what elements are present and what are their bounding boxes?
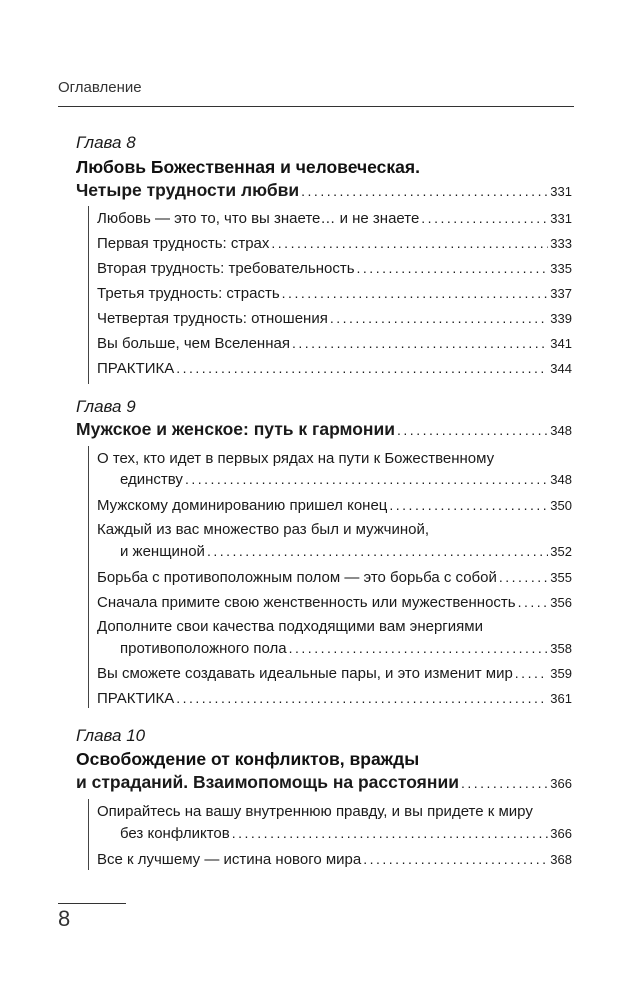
toc-entry-text: Вы сможете создавать идеальные пары, и это изменит мир xyxy=(97,665,513,682)
toc-entry[interactable] xyxy=(120,825,572,842)
toc-entry-text: ПРАКТИКА xyxy=(97,690,175,707)
toc-entry-page: 355 xyxy=(550,570,572,585)
chapter-10-title-entry[interactable] xyxy=(76,772,572,793)
toc-entry-page: 348 xyxy=(550,472,572,487)
toc-entry-line1: Каждый из вас множество раз был и мужчиной, xyxy=(97,521,430,538)
toc-entry-page: 358 xyxy=(550,641,572,656)
chapter-8-section-bar xyxy=(88,206,89,384)
footer-rule xyxy=(58,903,126,904)
dot-leader xyxy=(185,471,548,487)
toc-entry-text: Вторая трудность: требовательность xyxy=(97,260,355,277)
toc-entry-page: 337 xyxy=(550,286,572,301)
toc-entry-text: Борьба с противоположным полом — это борьба с собой xyxy=(97,569,497,586)
chapter-8-title-line1: Любовь Божественная и человеческая. xyxy=(76,157,420,177)
chapter-10-label: Глава 10 xyxy=(76,726,146,745)
toc-entry[interactable] xyxy=(97,310,572,327)
dot-leader xyxy=(282,285,549,301)
toc-entry-page: 350 xyxy=(550,498,572,513)
toc-entry[interactable] xyxy=(120,543,572,560)
dot-leader xyxy=(330,310,548,326)
toc-entry-text: Все к лучшему — истина нового мира xyxy=(97,851,362,868)
dot-leader xyxy=(357,260,549,276)
chapter-9-title: Мужское и женское: путь к гармонии xyxy=(76,419,396,439)
dot-leader xyxy=(176,360,548,376)
toc-entry-line1: О тех, кто идет в первых рядах на пути к Божественному xyxy=(97,450,495,467)
toc-entry-text: Третья трудность: страсть xyxy=(97,285,280,302)
chapter-9-label: Глава 9 xyxy=(76,397,136,416)
chapter-10-section-bar xyxy=(88,799,89,870)
toc-entry-page: 344 xyxy=(550,361,572,376)
dot-leader xyxy=(207,543,548,559)
toc-entry[interactable] xyxy=(97,335,572,352)
toc-entry[interactable] xyxy=(97,665,572,682)
toc-entry[interactable] xyxy=(120,471,572,488)
toc-entry-text: единству xyxy=(120,471,183,488)
toc-entry-page: 331 xyxy=(550,211,572,226)
page-number: 8 xyxy=(58,906,71,931)
chapter-10-title-line1: Освобождение от конфликтов, вражды xyxy=(76,749,420,769)
toc-entry-page: 335 xyxy=(550,261,572,276)
chapter-10-page: 366 xyxy=(550,776,572,791)
dot-leader xyxy=(271,235,548,251)
toc-entry-page: 356 xyxy=(550,595,572,610)
dot-leader xyxy=(499,569,548,585)
toc-entry-practice[interactable] xyxy=(97,360,572,377)
dot-leader xyxy=(518,594,549,610)
toc-entry[interactable] xyxy=(97,851,572,868)
toc-entry-page: 368 xyxy=(550,852,572,867)
chapter-9-title-entry[interactable] xyxy=(76,419,572,440)
toc-entry-page: 352 xyxy=(550,544,572,559)
dot-leader xyxy=(461,775,548,791)
chapter-8-title-line2: Четыре трудности любви xyxy=(76,180,300,200)
toc-entry-text: Сначала примите свою женственность или мужественность xyxy=(97,594,516,611)
toc-entry-text: без конфликтов xyxy=(120,825,230,842)
toc-entry[interactable] xyxy=(97,497,572,514)
toc-entry[interactable] xyxy=(97,285,572,302)
toc-entry[interactable] xyxy=(120,640,572,657)
toc-entry-text: Четвертая трудность: отношения xyxy=(97,310,328,327)
toc-entry[interactable] xyxy=(97,235,572,252)
toc-entry-text: Первая трудность: страх xyxy=(97,235,270,252)
dot-leader xyxy=(232,825,549,841)
dot-leader xyxy=(397,422,548,438)
chapter-9-section-bar xyxy=(88,446,89,708)
dot-leader xyxy=(389,497,548,513)
chapter-8-title-entry[interactable] xyxy=(76,180,572,201)
chapter-10-title-line2: и страданий. Взаимопомощь на расстоянии xyxy=(76,772,459,792)
chapter-8-page: 331 xyxy=(550,184,572,199)
toc-entry-page: 333 xyxy=(550,236,572,251)
toc-entry-page: 359 xyxy=(550,666,572,681)
toc-entry[interactable] xyxy=(97,260,572,277)
dot-leader xyxy=(363,851,548,867)
toc-entry[interactable] xyxy=(97,594,572,611)
dot-leader xyxy=(515,665,549,681)
dot-leader xyxy=(292,335,548,351)
toc-entry-page: 366 xyxy=(550,826,572,841)
toc-entry-page: 361 xyxy=(550,691,572,706)
dot-leader xyxy=(176,690,548,706)
header-rule xyxy=(58,106,574,107)
dot-leader xyxy=(301,183,548,199)
toc-entry[interactable] xyxy=(97,569,572,586)
toc-entry-text: Любовь — это то, что вы знаете… и не знаете xyxy=(97,210,420,227)
chapter-9-page: 348 xyxy=(550,423,572,438)
dot-leader xyxy=(289,640,549,656)
chapter-8-label: Глава 8 xyxy=(76,133,136,152)
toc-entry-text: противоположного пола xyxy=(120,640,287,657)
toc-entry-page: 341 xyxy=(550,336,572,351)
dot-leader xyxy=(421,210,548,226)
toc-entry-text: Вы больше, чем Вселенная xyxy=(97,335,290,352)
toc-entry-practice[interactable] xyxy=(97,690,572,707)
toc-entry[interactable] xyxy=(97,210,572,227)
toc-entry-line1: Дополните свои качества подходящими вам энергиями xyxy=(97,618,483,635)
toc-entry-line1: Опирайтесь на вашу внутреннюю правду, и вы придете к миру xyxy=(97,803,533,820)
toc-entry-text: Мужскому доминированию пришел конец xyxy=(97,497,388,514)
toc-entry-text: ПРАКТИКА xyxy=(97,360,175,377)
running-head: Оглавление xyxy=(58,79,142,96)
toc-entry-page: 339 xyxy=(550,311,572,326)
toc-entry-text: и женщиной xyxy=(120,543,205,560)
